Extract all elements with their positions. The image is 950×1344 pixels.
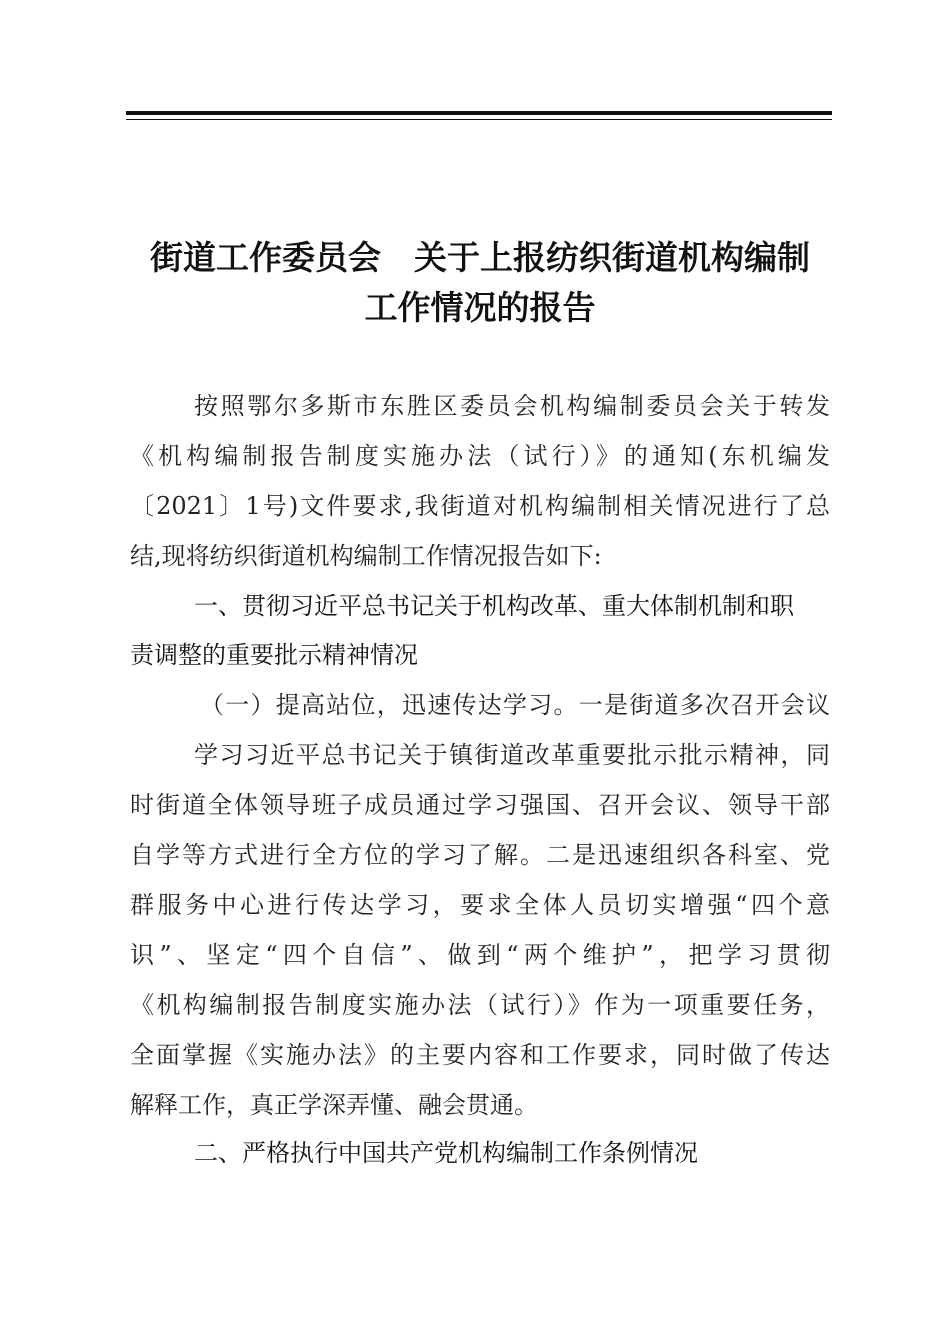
section-1-body-line-5: 识”、坚定“四个自信”、做到“两个维护”，把学习贯彻 — [130, 941, 830, 969]
section-2-heading: 二、严格执行中国共产党机构编制工作条例情况 — [194, 1139, 698, 1167]
section-1-subheading: （一）提高站位，迅速传达学习。一是街道多次召开会议 — [200, 691, 830, 719]
section-1-body-line-4: 群服务中心进行传达学习，要求全体人员切实增强“四个意 — [130, 891, 830, 919]
section-1-body-line-2: 时街道全体领导班子成员通过学习强国、召开会议、领导干部 — [130, 791, 830, 819]
header-rule-thick — [126, 111, 832, 115]
intro-line-1: 按照鄂尔多斯市东胜区委员会机构编制委员会关于转发 — [194, 392, 830, 420]
section-1-body-line-8: 解释工作，真正学深弄懂、融会贯通。 — [130, 1091, 538, 1119]
section-1-body-line-3: 自学等方式进行全方位的学习了解。二是迅速组织各科室、党 — [130, 841, 830, 869]
intro-line-3: 〔2021〕1号)文件要求,我街道对机构编制相关情况进行了总 — [130, 492, 830, 520]
section-1-heading-line-1: 一、贯彻习近平总书记关于机构改革、重大体制机制和职 — [194, 592, 794, 620]
section-1-body-line-7: 全面掌握《实施办法》的主要内容和工作要求，同时做了传达 — [130, 1041, 830, 1069]
section-1-heading-line-2: 责调整的重要批示精神情况 — [130, 641, 418, 669]
document-title-line-1: 街道工作委员会 关于上报纺织街道机构编制 — [150, 238, 810, 277]
intro-line-4: 结,现将纺织街道机构编制工作情况报告如下: — [130, 542, 602, 570]
header-rule-thin — [126, 119, 832, 120]
intro-line-2: 《机构编制报告制度实施办法（试行）》的通知(东机编发 — [130, 442, 830, 470]
document-title-line-2: 工作情况的报告 — [364, 288, 596, 327]
section-1-body-line-1: 学习习近平总书记关于镇街道改革重要批示批示精神，同 — [194, 741, 830, 769]
section-1-body-line-6: 《机构编制报告制度实施办法（试行）》作为一项重要任务， — [130, 991, 830, 1019]
